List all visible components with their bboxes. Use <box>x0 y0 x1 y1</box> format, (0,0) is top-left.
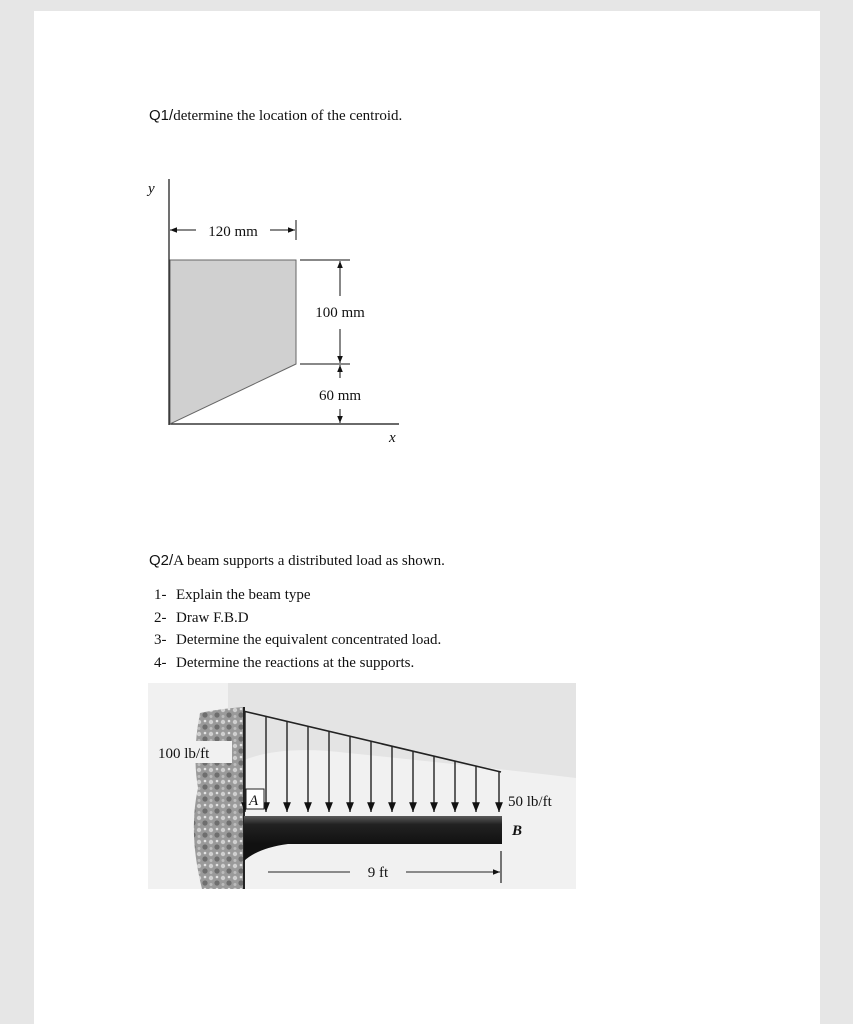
beam <box>244 816 502 844</box>
width-label: 120 mm <box>208 224 258 240</box>
centroid-shape <box>170 260 296 424</box>
height-label: 100 mm <box>315 305 365 321</box>
task-item: 4- Determine the reactions at the supports. <box>154 654 415 671</box>
question-1-prefix: Q1/ <box>149 107 174 124</box>
y-axis-label: y <box>148 181 155 197</box>
right-load-label: 50 lb/ft <box>508 794 552 810</box>
centroid-figure <box>34 11 820 471</box>
x-axis-label: x <box>389 430 396 446</box>
left-load-label: 100 lb/ft <box>158 746 210 762</box>
question-1-text: determine the location of the centroid. <box>173 108 403 124</box>
wall-support <box>194 707 244 889</box>
point-b-label: B <box>512 823 523 839</box>
task-item: 1- Explain the beam type <box>154 587 311 603</box>
beam-figure <box>148 683 576 889</box>
task-item: 2- Draw F.B.D <box>154 609 249 626</box>
lower-label: 60 mm <box>318 388 362 404</box>
length-label: 9 ft <box>367 865 389 881</box>
task-list <box>154 584 441 674</box>
document-page <box>34 11 820 1024</box>
question-2-prefix: Q2/ <box>149 552 174 569</box>
task-item: 3- Determine the equivalent concentrated load. <box>154 632 442 648</box>
point-a-label: A <box>249 793 259 809</box>
question-2-text: A beam supports a distributed load as shown. <box>173 553 445 569</box>
question-2 <box>149 552 445 570</box>
